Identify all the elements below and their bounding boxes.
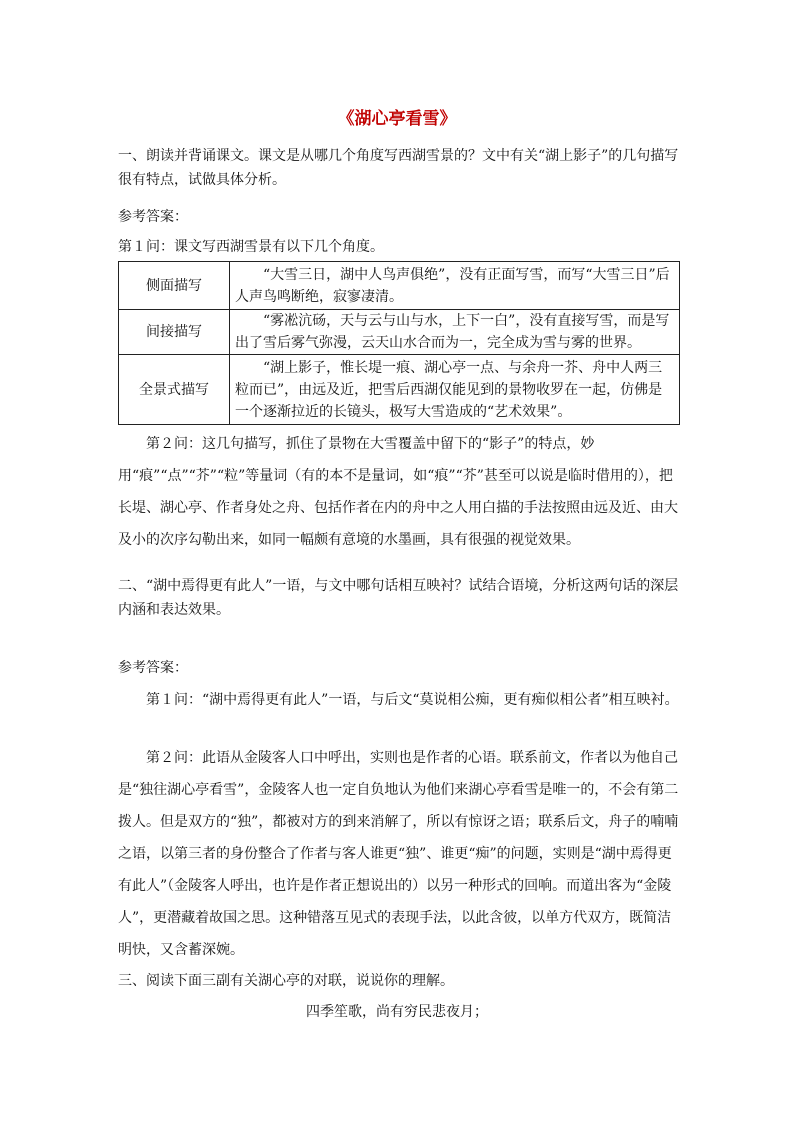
q2-part2: 第２问：此语从金陵客人口中呼出，实则也是作者的心语。联系前文，作者以为他自己是“独往湖心亭看雪”，金陵客人也一定自负地认为他们来湖心亭看雪是唯一的，不会有第二拨人。但是双方的“独”，都被对方的到来消解了，所以有惊讶之语；联系后文，舟子的喃喃之语，以第三者的身份整合了作者与客人谁更“独”、谁更“痴”的问题，实则是“湖中焉得更有此人”（金陵客人呼出，也许是作者正想说出的）以另一种形式的回响。而道出客为“金陵人”，更潜藏着故国之思。这种错落互见式的表现手法，以此含彼，以单方代双方，既简洁明快，又含蓄深婉。 <box>118 750 679 958</box>
table-row-label: 间接描写 <box>119 310 230 355</box>
table-row-text: “大雪三日，湖中人鸟声俱绝”，没有正面写雪，而写“大雪三日”后人声鸟鸣断绝，寂寥凄清。 <box>230 262 680 310</box>
table-row <box>119 262 680 310</box>
question-1: 一、朗读并背诵课文。课文是从哪几个角度写西湖雪景的？文中有关“湖上影子”的几句描写很有特点，试做具体分析。 <box>118 148 679 188</box>
q2-part1: 第１问：“湖中焉得更有此人”一语，与后文“莫说相公痴，更有痴似相公者”相互映衬。 <box>146 692 679 708</box>
table-row-text: “湖上影子，惟长堤一痕、湖心亭一点、与余舟一芥、舟中人两三粒而已”，由远及近，把雪后西湖仅能见到的景物收罗在一起，仿佛是一个逐渐拉近的长镜头，极写大雪造成的“艺术效果”。 <box>230 355 680 425</box>
couplet-line: 四季笙歌，尚有穷民悲夜月； <box>306 1004 488 1020</box>
description-table <box>118 261 680 425</box>
page-title: 《湖心亭看雪》 <box>337 109 457 129</box>
answer-label-1: 参考答案： <box>118 209 188 225</box>
q1-part2: 第２问：这几句描写，抓住了景物在大雪覆盖中留下的“影子”的特点，妙用“痕”“点”“芥”“粒”等量词（有的本不是量词，如“痕”“芥”甚至可以说是临时借用的），把长堤、湖心亭、作者身处之舟、包括作者在内的舟中之人用白描的手法按照由远及近、由大及小的次序勾勒出来，如同一幅颇有意境的水墨画，具有很强的视觉效果。 <box>118 436 678 548</box>
table-row-label: 侧面描写 <box>119 262 230 310</box>
table-row-label: 全景式描写 <box>119 355 230 425</box>
answer-label-2: 参考答案： <box>118 660 188 676</box>
question-3: 三、阅读下面三副有关湖心亭的对联，说说你的理解。 <box>118 973 454 989</box>
question-2: 二、“湖中焉得更有此人”一语，与文中哪句话相互映衬？试结合语境，分析这两句话的深层内涵和表达效果。 <box>118 578 679 618</box>
table-row <box>119 310 680 355</box>
table-row <box>119 355 680 425</box>
table-row-text: “雾凇沆砀，天与云与山与水，上下一白”，没有直接写雪，而是写出了雪后雾气弥漫，云天山水合而为一，完全成为雪与雾的世界。 <box>230 310 680 355</box>
q1-part1-intro: 第１问：课文写西湖雪景有以下几个角度。 <box>118 239 384 255</box>
